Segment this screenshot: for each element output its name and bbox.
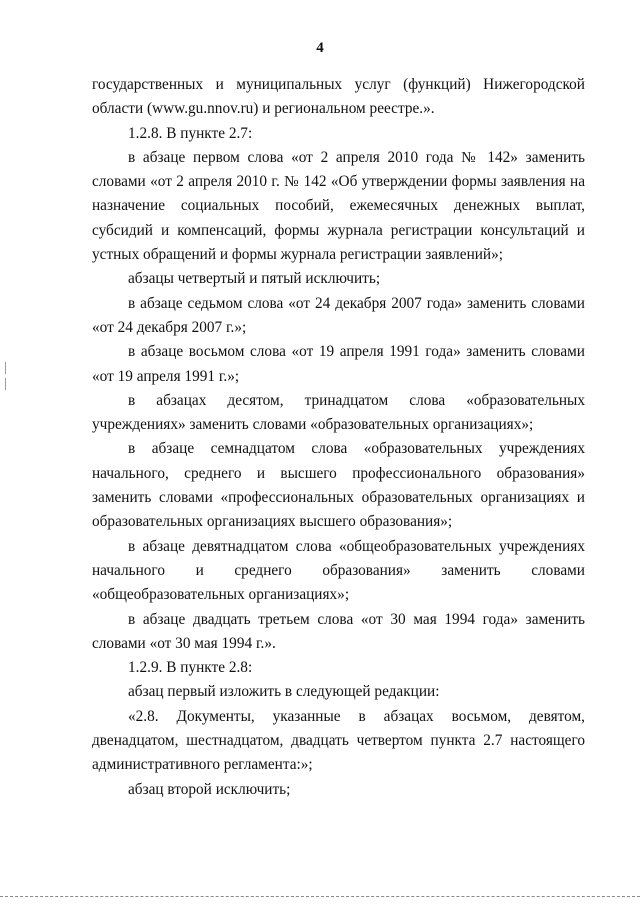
paragraph: 1.2.8. В пункте 2.7:: [128, 124, 253, 142]
paragraph: в абзаце восьмом слова «от 19 апреля 1991 года» заменить словами «от 19 апреля 1991 г.»;: [92, 343, 585, 385]
paragraph: в абзаце двадцать третьем слова «от 30 мая 1994 года» заменить словами «от 30 мая 1994 г.».: [92, 610, 585, 652]
scan-margin-mark: [5, 362, 6, 374]
document-body: [92, 73, 585, 802]
paragraph: в абзаце первом слова «от 2 апреля 2010 года № 142» заменить словами «от 2 апреля 2010 г. № 142 «Об утверждении формы заявления на назначение социальных пособий, ежемесячных денежных выплат, субсидий и компенсаций, формы журнала регистрации консультаций и устных обращений и формы журнала регистрации заявлений»;: [92, 148, 585, 264]
paragraph: абзац первый изложить в следующей редакции:: [128, 683, 440, 701]
paragraph: в абзацах десятом, тринадцатом слова «образовательных учреждениях» заменить словами «образовательных организациях»;: [92, 391, 585, 434]
paragraph: в абзаце девятнадцатом слова «общеобразовательных учреждениях начального и среднего образования» заменить словами «общеобразовательных организациях»;: [92, 537, 585, 604]
page-number: 4: [316, 40, 324, 56]
paragraph: 1.2.9. В пункте 2.8:: [128, 659, 253, 677]
paragraph: государственных и муниципальных услуг (функций) Нижегородской области (www.gu.nnov.ru) и региональном реестре.».: [92, 76, 585, 118]
paragraph: в абзаце седьмом слова «от 24 декабря 2007 года» заменить словами «от 24 декабря 2007 г.»;: [92, 294, 585, 336]
paragraph: в абзаце семнадцатом слова «образовательных учреждениях начального, среднего и высшего профессионального образования» заменить словами «профессиональных образовательных организациях и образовательных организациях высшего образования»;: [92, 440, 585, 531]
paragraph: «2.8. Документы, указанные в абзацах восьмом, девятом, двенадцатом, шестнадцатом, двадцать четвертом пункта 2.7 настоящего административного регламента:»;: [92, 707, 585, 774]
paragraph: абзац второй исключить;: [128, 780, 291, 798]
scan-bottom-edge: [0, 896, 640, 897]
scan-margin-mark: [5, 378, 6, 390]
paragraph: абзацы четвертый и пятый исключить;: [128, 270, 381, 288]
